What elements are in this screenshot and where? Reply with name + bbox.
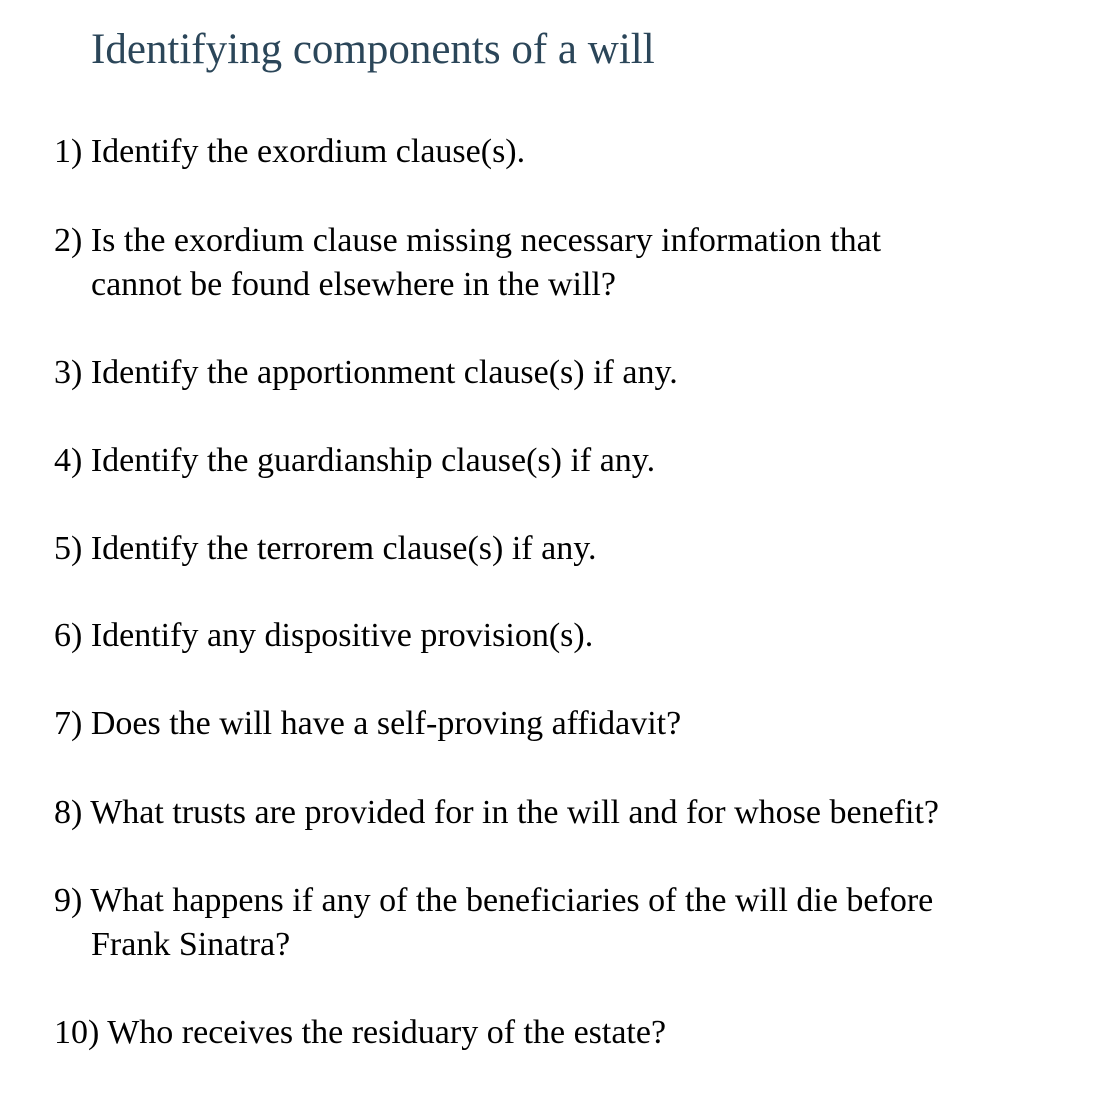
question-line-continuation: Frank Sinatra?: [91, 926, 291, 963]
question-line: 9) What happens if any of the beneficiaries of the will die before: [54, 882, 934, 919]
question-7: [54, 702, 1064, 746]
question-10: [54, 1011, 1064, 1055]
question-line: 3) Identify the apportionment clause(s) if any.: [54, 354, 678, 391]
question-line: 2) Is the exordium clause missing necessary information that: [54, 222, 882, 259]
question-4: [54, 439, 1064, 483]
slide-title: Identifying components of a will: [91, 26, 655, 73]
question-line: 5) Identify the terrorem clause(s) if any.: [54, 530, 597, 567]
question-line: 1) Identify the exordium clause(s).: [54, 133, 526, 170]
question-line: 6) Identify any dispositive provision(s).: [54, 617, 594, 654]
question-3: [54, 351, 1064, 395]
question-8: [54, 791, 1064, 835]
question-1: [54, 130, 1064, 174]
question-line: 4) Identify the guardianship clause(s) if any.: [54, 442, 656, 479]
question-line: 7) Does the will have a self-proving affidavit?: [54, 705, 682, 742]
question-5: [54, 527, 1064, 571]
question-line: 10) Who receives the residuary of the estate?: [54, 1014, 667, 1051]
question-9: [54, 879, 1064, 967]
question-2: [54, 219, 1064, 307]
question-6: [54, 614, 1064, 658]
question-line: 8) What trusts are provided for in the will and for whose benefit?: [54, 794, 939, 831]
question-line-continuation: cannot be found elsewhere in the will?: [91, 266, 616, 303]
